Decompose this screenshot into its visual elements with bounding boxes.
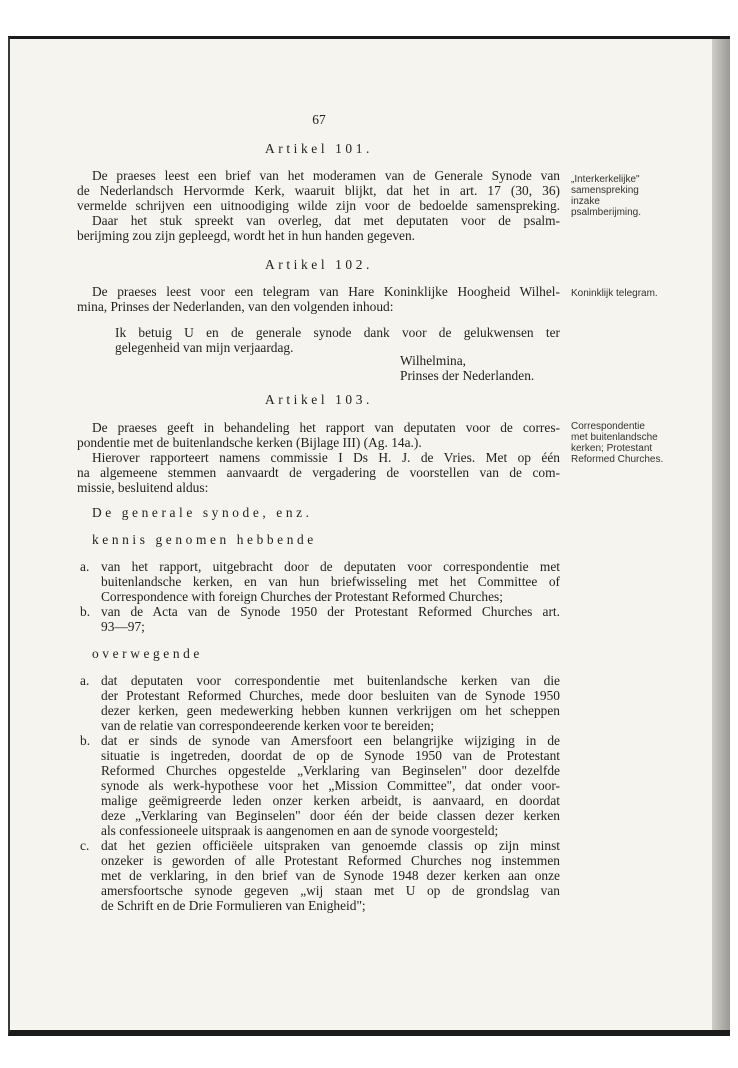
kennis-item-line: 93—97; [101, 619, 145, 634]
telegram-quote-line: gelegenheid van mijn verjaardag. [115, 340, 294, 355]
overwegende-item-line: amersfoortsche synode gegeven „wij staan met U op de grondslag van [101, 883, 560, 898]
article-103-line: pondentie met de buitenlandsche kerken (Bijlage III) (Ag. 14a.). [77, 435, 422, 450]
margin-note: samenspreking [571, 185, 639, 196]
kennis-item-line: van de Acta van de Synode 1950 der Protestant Reformed Churches art. [101, 604, 560, 619]
margin-note: „Interkerkelijke" [571, 174, 640, 185]
scan-background [0, 0, 738, 36]
article-101-line: de Nederlandsch Hervormde Kerk, waaruit blijkt, dat het in art. 17 (30, 36) [77, 183, 560, 198]
article-102-line: De praeses leest voor een telegram van Hare Koninklijke Hoogheid Wilhel- [92, 284, 560, 299]
kennis-heading: kennis genomen hebbende [92, 532, 317, 547]
article-101-heading: Artikel 101. [265, 141, 373, 156]
overwegende-item-line: synode als werk-hypothese voor het „Mission Committee", dat onder voor- [101, 778, 560, 793]
page-number: 67 [312, 112, 326, 127]
overwegende-item-line: als confessioneele uitspraak is aangenomen en aan de synode voorgesteld; [101, 823, 499, 838]
telegram-quote-line: Ik betuig U en de generale synode dank voor de gelukwensen ter [115, 325, 560, 340]
article-101-line: vermelde schrijven een uitnoodiging wilde zijn voor de bedoelde samenspreking. [77, 198, 560, 213]
overwegende-item-line: met de verklaring, in den brief van de Synode 1948 dezer kerken aan onze [101, 868, 560, 883]
overwegende-item-line: van de relatie van correspondeerende kerken voor te bereiden; [101, 718, 435, 733]
overwegende-item-line: situatie is ingetreden, doordat de op de Synode 1950 van de Protestant [101, 748, 560, 763]
page-spine-shadow [712, 39, 730, 1030]
margin-note: Correspondentie [571, 421, 645, 432]
margin-note: kerken; Protestant [571, 443, 653, 454]
article-103-line: De praeses geeft in behandeling het rapport van deputaten voor de corres- [92, 420, 560, 435]
overwegende-item-line: dat deputaten voor correspondentie met buitenlandsche kerken van die [101, 673, 560, 688]
article-103-heading: Artikel 103. [265, 392, 373, 407]
margin-note: met buitenlandsche [571, 432, 658, 443]
article-101-line: De praeses leest een brief van het moderamen van de Generale Synode van [92, 168, 560, 183]
margin-note: Koninklijk telegram. [571, 288, 658, 299]
margin-note: psalmberijming. [571, 207, 642, 218]
synode-heading: De generale synode, enz. [92, 505, 313, 520]
telegram-signature: Wilhelmina, [400, 353, 467, 368]
item-label: a. [80, 673, 90, 688]
item-label: c. [80, 838, 90, 853]
overwegende-item-line: dezer kerken, geen medewerking hebben kunnen verkrijgen om het scheppen [101, 703, 560, 718]
item-label: a. [80, 559, 90, 574]
article-103-line: na algemeene stemmen aanvaardt de vergadering de voorstellen van de com- [77, 465, 560, 480]
article-101-line: Daar het stuk spreekt van overleg, dat met deputaten voor de psalm- [92, 213, 560, 228]
article-103-line: Hierover rapporteert namens commissie I Ds H. J. de Vries. Met op één [92, 450, 560, 465]
kennis-item-line: Correspondence with foreign Churches der Protestant Reformed Churches; [101, 589, 503, 604]
overwegende-item-line: de Schrift en de Drie Formulieren van Enigheid"; [101, 898, 366, 913]
margin-note: Reformed Churches. [571, 454, 664, 465]
item-label: b. [80, 604, 91, 619]
kennis-item-line: van het rapport, uitgebracht door de deputaten voor correspondentie met [101, 559, 560, 574]
overwegende-item-line: deze „Verklaring van Beginselen" door één der beide classen dezer kerken [101, 808, 560, 823]
overwegende-item-line: der Protestant Reformed Churches, mede door besluiten van de Synode 1950 [101, 688, 560, 703]
kennis-item-line: buitenlandsche kerken, en van hun briefwisseling met het Committee of [101, 574, 560, 589]
overwegende-heading: overwegende [92, 646, 203, 661]
margin-note: inzake [571, 196, 600, 207]
item-label: b. [80, 733, 91, 748]
overwegende-item-line: Reformed Churches opgestelde „Verklaring van Beginselen" door dezelfde [101, 763, 560, 778]
article-103-line: missie, besluitend aldus: [77, 480, 209, 495]
overwegende-item-line: onzeker is geworden of alle Protestant Reformed Churches nog instemmen [101, 853, 560, 868]
overwegende-item-line: dat het gezien officiëele uitspraken van genoemde classis op zijn minst [101, 838, 560, 853]
telegram-signature: Prinses der Nederlanden. [400, 368, 535, 383]
article-102-line: mina, Prinses der Nederlanden, van den volgenden inhoud: [77, 299, 394, 314]
overwegende-item-line: malige geëmigreerde leden onzer kerken arbeidt, is aanvaard, en doordat [101, 793, 560, 808]
overwegende-item-line: dat er sinds de synode van Amersfoort een belangrijke wijziging in de [101, 733, 560, 748]
article-101-line: berijming zou zijn gepleegd, wordt het in hun handen gegeven. [77, 228, 416, 243]
article-102-heading: Artikel 102. [265, 257, 373, 272]
